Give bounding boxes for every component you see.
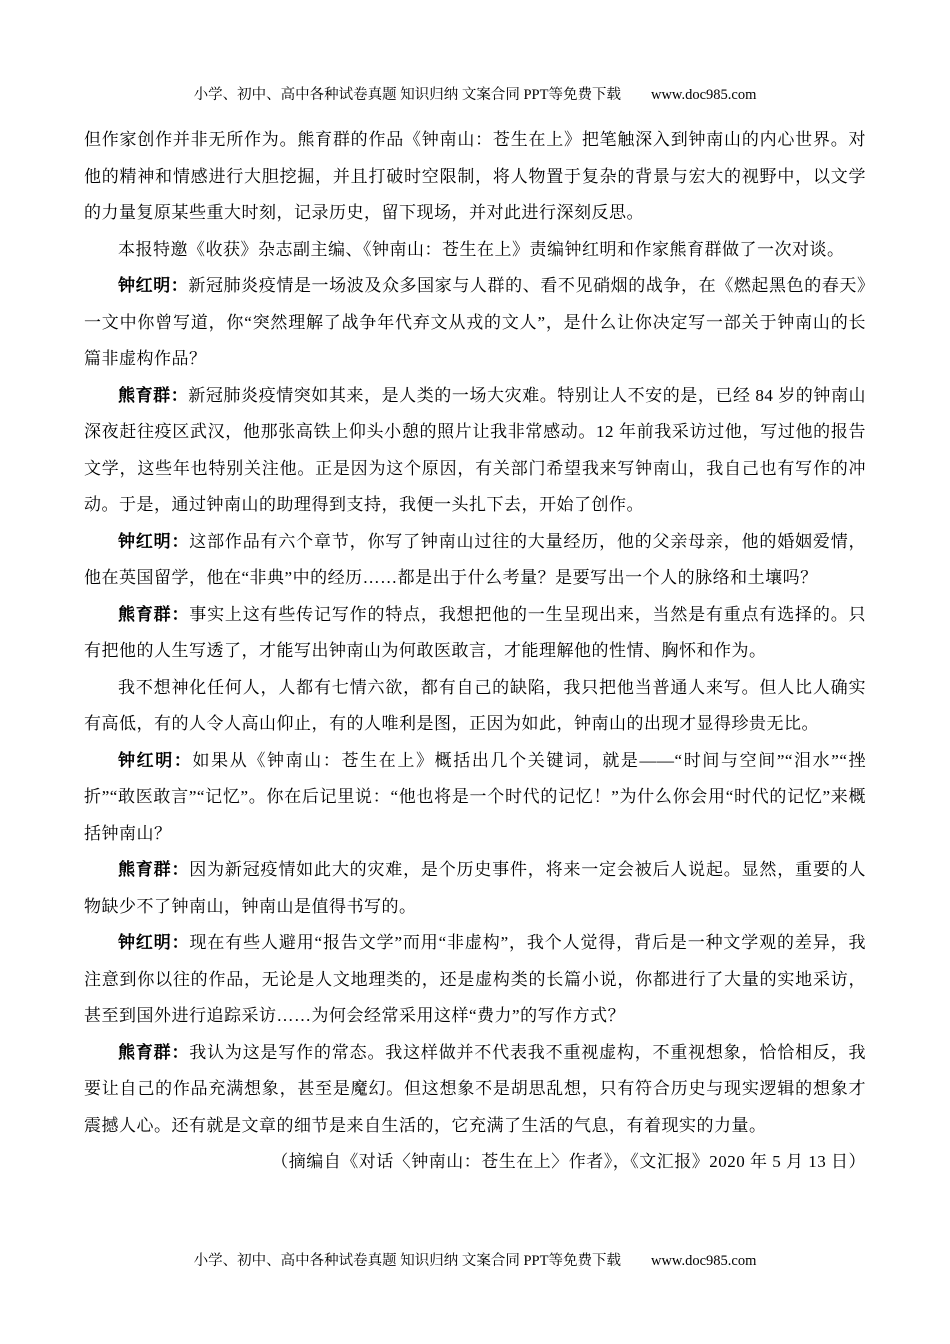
paragraph-text: 我认为这是写作的常态。我这样做并不代表我不重视虚构，不重视想象，恰恰相反，我要让自己的作品充满想象，甚至是魔幻。但这想象不是胡思乱想，只有符合历史与现实逻辑的想象才震撼人心。还有就是文章的细节是来自生活的，它充满了生活的气息，有着现实的力量。 [84, 1042, 867, 1135]
paragraph [84, 743, 866, 853]
footer-promo-text: 小学、初中、高中各种试卷真题 知识归纳 文案合同 PPT等免费下载 [193, 1253, 621, 1269]
paragraph-text: 这部作品有六个章节，你写了钟南山过往的大量经历，他的父亲母亲，他的婚姻爱情，他在英国留学，他在“非典”中的经历……都是出于什么考量？是要写出一个人的脉络和土壤吗？ [84, 531, 867, 587]
attribution-text: （摘编自《对话〈钟南山：苍生在上〉作者》，《文汇报》2020 年 5 月 13 日） [271, 1152, 866, 1171]
paragraph-text: 如果从《钟南山：苍生在上》概括出几个关键词，就是——“时间与空间”“泪水”“挫折”“敢医敢言”“记忆”。你在后记里说：“他也将是一个时代的记忆！”为什么你会用“时代的记忆”来概括钟南山？ [84, 750, 867, 843]
paragraph [84, 1035, 866, 1145]
paragraph-text: 现在有些人避用“报告文学”而用“非虚构”，我个人觉得，背后是一种文学观的差异，我注意到你以往的作品，无论是人文地理类的，还是虚构类的长篇小说，你都进行了大量的实地采访，甚至到国外进行追踪采访……为何会经常采用这样“费力”的写作方式？ [84, 933, 867, 1025]
speaker-name: 熊育群： [118, 860, 190, 879]
header-promo-text: 小学、初中、高中各种试卷真题 知识归纳 文案合同 PPT等免费下载 [193, 87, 621, 103]
speaker-name: 熊育群： [118, 385, 189, 405]
speaker-name: 钟红明： [118, 750, 193, 770]
paragraph [84, 268, 866, 378]
paragraph [84, 122, 866, 232]
paragraph [84, 852, 866, 925]
paragraph [84, 378, 866, 524]
paragraph-text: 事实上这有些传记写作的特点，我想把他的一生呈现出来，当然是有重点有选择的。只有把他的人生写透了，才能写出钟南山为何敢医敢言，才能理解他的性情、胸怀和作为。 [84, 604, 867, 660]
speaker-name: 钟红明： [118, 276, 189, 295]
paragraph-text: 本报特邀《收获》杂志副主编、《钟南山：苍生在上》责编钟红明和作家熊育群做了一次对谈。 [118, 239, 845, 259]
paragraph-text: 新冠肺炎疫情是一场波及众多国家与人群的、看不见硝烟的战争，在《燃起黑色的春天》一文中你曾写道，你“突然理解了战争年代弃文从戎的文人”，是什么让你决定写一部关于钟南山的长篇非虚构作品？ [84, 276, 867, 368]
paragraph [84, 232, 866, 269]
speaker-name: 熊育群： [118, 1042, 190, 1062]
speaker-name: 钟红明： [118, 531, 190, 551]
paragraph [84, 524, 866, 597]
speaker-name: 钟红明： [118, 933, 190, 952]
footer-url: www.doc985.com [650, 1253, 757, 1269]
paragraph-text: 因为新冠疫情如此大的灾难，是个历史事件，将来一定会被后人说起。显然，重要的人物缺少不了钟南山，钟南山是值得书写的。 [84, 860, 867, 916]
paragraph [84, 670, 866, 743]
paragraph-text: 新冠肺炎疫情突如其来，是人类的一场大灾难。特别让人不安的是，已经 84 岁的钟南山深夜赶往疫区武汉，他那张高铁上仰头小憩的照片让我非常感动。12 年前我采访过他，写过他的报告文学，这些年也特别关注他。正是因为这个原因，有关部门希望我来写钟南山，我自己也有写作的冲动。于是，通过钟南山的助理得到支持，我便一头扎下去，开始了创作。 [84, 385, 867, 514]
paragraph-text: 我不想神化任何人，人都有七情六欲，都有自己的缺陷，我只把他当普通人来写。但人比人确实有高低，有的人令人高山仰止，有的人唯利是图，正因为如此，钟南山的出现才显得珍贵无比。 [84, 677, 866, 733]
speaker-name: 熊育群： [118, 604, 190, 624]
paragraph [84, 925, 866, 1035]
page-footer [0, 1252, 950, 1270]
header-url: www.doc985.com [650, 87, 757, 103]
page-header [84, 86, 866, 104]
paragraph-text: 但作家创作并非无所作为。熊育群的作品《钟南山：苍生在上》把笔触深入到钟南山的内心世界。对他的精神和情感进行大胆挖掘，并且打破时空限制，将人物置于复杂的背景与宏大的视野中，以文学的力量复原某些重大时刻，记录历史，留下现场，并对此进行深刻反思。 [84, 130, 866, 222]
article-body [84, 122, 866, 1181]
source-attribution [84, 1144, 866, 1181]
paragraph [84, 597, 866, 670]
